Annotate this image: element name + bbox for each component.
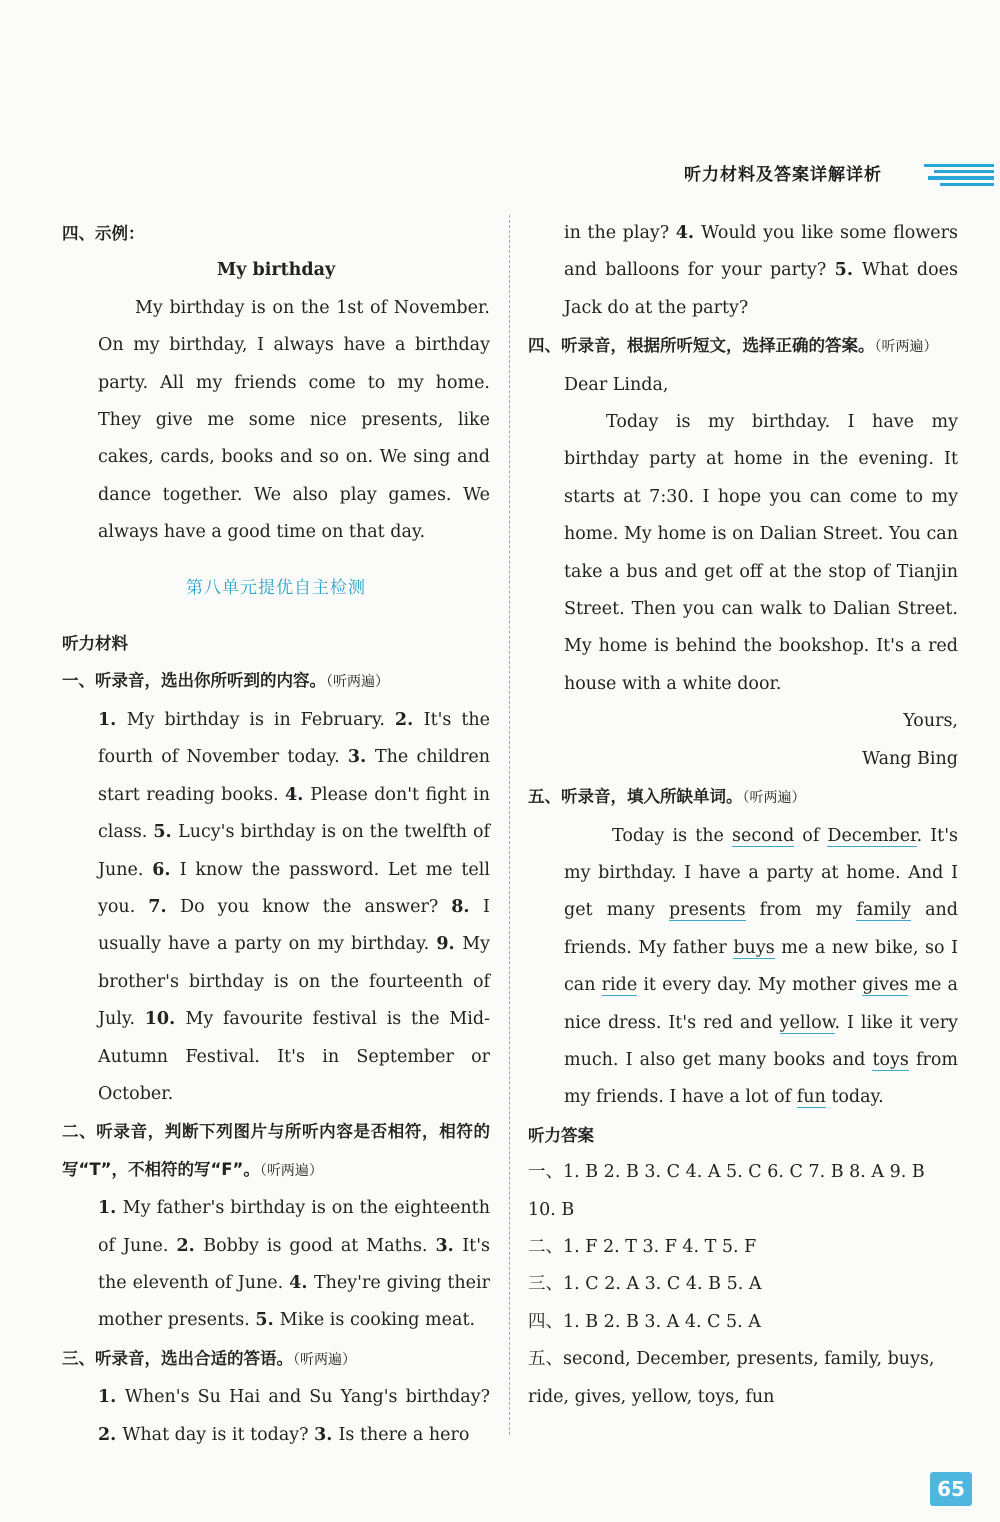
passage-text: from my friends. I have a lot of [564, 1049, 958, 1108]
filled-word: December [827, 825, 917, 846]
q1-heading: 一、听录音，选出你所听到的内容。（听两遍） [62, 671, 389, 691]
passage-text: me a new bike, so I can [564, 937, 958, 996]
q3-continuation: in the play? [564, 223, 676, 243]
item-text: My brother's birthday is on the fourteenth of July. [98, 934, 490, 1030]
answers-list [528, 1154, 958, 1416]
answer-line: 二、1. F 2. T 3. F 4. T 5. F [528, 1236, 757, 1257]
item-number: 3. [435, 1235, 463, 1256]
item-number: 3. [347, 747, 375, 768]
item-number: 5. [153, 822, 179, 843]
item-text: They're giving their mother presents. [98, 1272, 490, 1331]
item-text: It's the eleventh of June. [98, 1235, 490, 1293]
filled-word: gives [862, 975, 909, 996]
item-text: Mike is cooking meat. [279, 1310, 476, 1331]
passage-text: of [794, 825, 828, 846]
item-text: Please don't fight in class. [98, 784, 490, 843]
filled-word: buys [733, 937, 775, 958]
item-text: Lucy's birthday is on the twelfth of June. [98, 822, 491, 880]
letter-body: Today is my birthday. I have my birthday party at home in the evening. It starts at 7:30. I hope you can come to my home. My home is on Dalian Street. You can take a bus and get off at the stop of Tianjin Street. Then you can walk to Dalian Street. My home is behind the bookshop. It's a red house with a white door. [564, 412, 958, 694]
answer-line: 三、1. C 2. A 3. C 4. B 5. A [528, 1274, 762, 1295]
item-number: 8. [451, 896, 484, 917]
item-text: When's Su Hai and Su Yang's birthday? [124, 1387, 490, 1408]
passage-text: today. [825, 1087, 884, 1108]
filled-word: presents [669, 900, 746, 921]
essay-body: My birthday is on the 1st of November. On my birthday, I always have a birthday party. All my friends come to my home. They give me some nice presents, like cakes, cards, books and so on. We sing and dance together. We also play games. We always have a good time on that day. [98, 297, 490, 543]
item-number: 1. [98, 709, 127, 730]
item-text: I usually have a party on my birthday. [98, 896, 490, 955]
item-text: The children start reading books. [98, 747, 490, 805]
item-text: What day is it today? [122, 1424, 315, 1445]
filled-word: family [856, 900, 911, 921]
item-number: 5. [834, 260, 862, 281]
passage-text: . It's my birthday. I have a party at home. And I get many [564, 825, 958, 921]
q2-items [98, 1190, 490, 1340]
item-number: 6. [152, 859, 180, 880]
item-number: 5. [255, 1310, 280, 1331]
item-text: My father's birthday is on the eighteenth of June. [98, 1198, 490, 1256]
passage-text: and friends. My father [564, 900, 958, 958]
passage-text: . I like it very much. I also get many books and [564, 1012, 958, 1070]
unit-title: 第八单元提优自主检测 [186, 577, 366, 598]
right-column [528, 215, 958, 1416]
item-text: My birthday is in February. [126, 709, 395, 730]
q5-passage [564, 818, 958, 1117]
item-text: Bobby is good at Maths. [203, 1235, 436, 1256]
column-divider [509, 215, 510, 1435]
item-text: Do you know the answer? [180, 896, 452, 917]
letter-closing: Yours, [903, 711, 958, 732]
q4-heading: 四、听录音，根据所听短文，选择正确的答案。（听两遍） [528, 336, 938, 356]
letter-greeting: Dear Linda, [564, 374, 669, 395]
item-number: 4. [289, 1272, 314, 1293]
filled-word: fun [796, 1087, 826, 1108]
left-column [62, 215, 490, 1454]
item-number: 1. [98, 1387, 125, 1408]
answer-line: 五、second, December, presents, family, buys, ride, gives, yellow, toys, fun [528, 1349, 935, 1407]
item-text: It's the fourth of November today. [98, 709, 490, 768]
item-text: Is there a hero [338, 1424, 470, 1445]
item-number: 9. [436, 934, 463, 955]
filled-word: ride [601, 975, 638, 996]
item-number: 2. [98, 1424, 123, 1445]
q5-heading: 五、听录音，填入所缺单词。（听两遍） [528, 787, 806, 807]
item-number: 4. [675, 223, 702, 243]
item-number: 2. [176, 1235, 204, 1256]
item-number: 1. [98, 1198, 123, 1219]
item-text: What does Jack do at the party? [564, 260, 958, 318]
item-text: I know the password. Let me tell you. [98, 859, 490, 917]
page-number: 65 [930, 1472, 972, 1506]
item-number: 2. [394, 709, 424, 730]
passage-text: me a nice dress. It's red and [564, 975, 958, 1033]
q2-heading: 二、听录音，判断下列图片与所听内容是否相符，相符的写“T”，不相符的写“F”。（听两遍） [62, 1122, 490, 1179]
item-text: My favourite festival is the Mid-Autumn Festival. It's in September or October. [98, 1009, 490, 1104]
q3-heading: 三、听录音，选出合适的答语。（听两遍） [62, 1348, 356, 1368]
passage-text: from my [745, 900, 857, 921]
header-stripes-icon [924, 160, 994, 190]
listening-heading: 听力材料 [62, 634, 128, 654]
section4-heading: 四、示例： [62, 224, 145, 243]
filled-word: yellow [779, 1012, 835, 1033]
q3-items-right [564, 215, 958, 327]
item-number: 10. [144, 1009, 186, 1030]
q1-items [98, 702, 490, 1113]
item-number: 4. [285, 784, 311, 805]
answer-line: 四、1. B 2. B 3. A 4. C 5. A [528, 1311, 761, 1332]
q3-items-left [98, 1379, 490, 1454]
item-number: 3. [314, 1424, 339, 1445]
answer-line: 一、1. B 2. B 3. C 4. A 5. C 6. C 7. B 8. A 9. B 10. B [528, 1162, 925, 1220]
essay-title: My birthday [216, 260, 336, 281]
filled-word: second [732, 825, 795, 846]
passage-text: Today is the [612, 825, 732, 846]
letter-signature: Wang Bing [862, 748, 958, 769]
passage-text: it every day. My mother [637, 975, 863, 996]
answers-heading: 听力答案 [528, 1125, 594, 1145]
filled-word: toys [872, 1049, 909, 1070]
item-text: Would you like some flowers and balloons for your party? [564, 223, 958, 281]
page-header-title: 听力材料及答案详解详析 [684, 165, 882, 185]
item-number: 7. [148, 896, 181, 917]
